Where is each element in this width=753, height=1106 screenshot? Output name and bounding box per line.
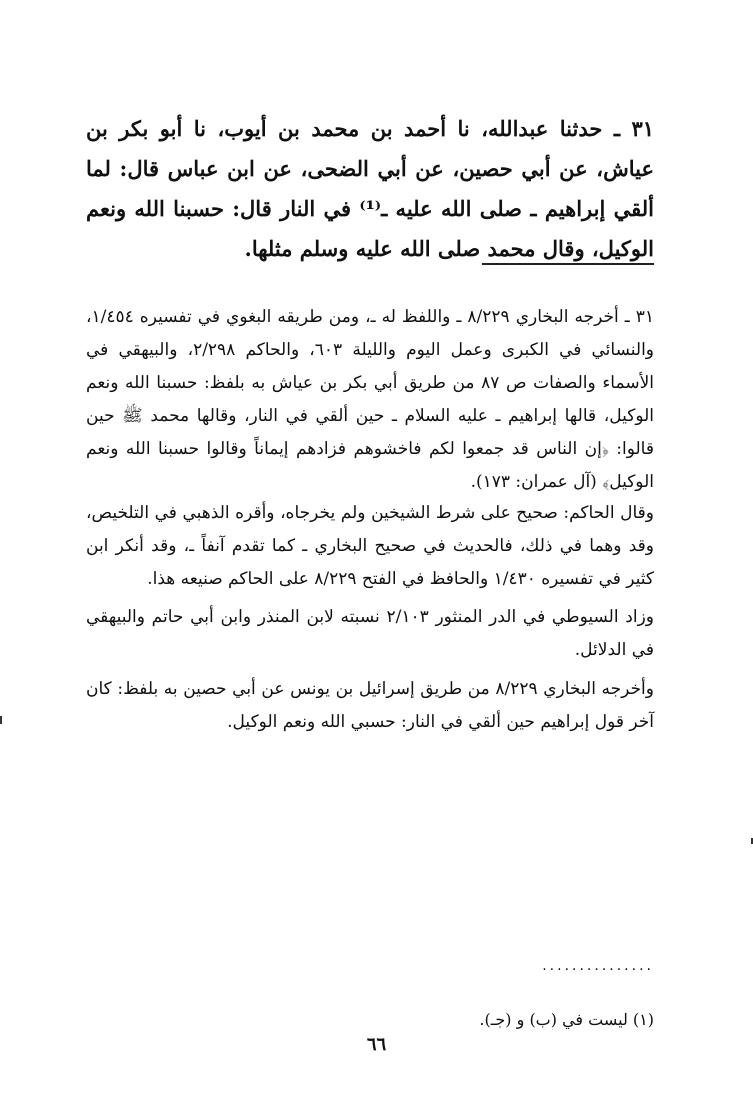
takhrij-paragraph: ٣١ ـ أخرجه البخاري ٨/٢٢٩ ـ واللفظ له ـ، ومن طريقه البغوي في تفسيره ١/٤٥٤، والنسائي في الكبرى وعمل اليوم والليلة ٦٠٣، والحاكم ٢/٢٩٨، والبيهقي في الأسماء والصفات ص ٨٧ من طريق أبي بكر بن عياش به بلفظ: حسبنا الله ونعم الوكيل، قالها إبراهيم ـ عليه السلام ـ حين ألقي في النار، وقالها محمد ﷺ حين قالوا: ﴿إن الناس قد جمعوا لكم فاخشوهم فزادهم إيماناً وقالوا حسبنا الله ونعم الوكيل﴾ (آل عمران: ١٧٣).	[86, 307, 654, 492]
page-number: ٦٦	[366, 1034, 387, 1055]
footnote-dotted-separator: ...............	[542, 958, 654, 974]
scan-edge-mark	[0, 716, 2, 724]
footnote-separator-line	[482, 263, 654, 265]
hadith-text: ٣١ ـ حدثنا عبدالله، نا أحمد بن محمد بن أيوب، نا أبو بكر بن عياش، عن أبي حصين، عن أبي الضحى، عن ابن عباس قال: لما ألقي إبراهيم ـ صلى الله عليه ـ⁽¹⁾ في النار قال: حسبنا الله ونعم الوكيل، وقال محمد صلى الله عليه وسلم مثلها.	[86, 116, 654, 261]
takhrij-paragraph: وأخرجه البخاري ٨/٢٢٩ من طريق إسرائيل بن يونس عن أبي حصين به بلفظ: كان آخر قول إبراهيم حين ألقي في النار: حسبي الله ونعم الوكيل.	[86, 679, 654, 732]
takhrij-paragraph: وزاد السيوطي في الدر المنثور ٢/١٠٣ نسبته لابن المنذر وابن أبي حاتم والبيهقي في الدلائل.	[86, 607, 654, 660]
takhrij-paragraph: وقال الحاكم: صحيح على شرط الشيخين ولم يخرجاه، وأقره الذهبي في التلخيص، وقد وهما في ذلك، فالحديث في صحيح البخاري ـ كما تقدم آنفاً ـ، وقد أنكر ابن كثير في تفسيره ١/٤٣٠ والحافظ في الفتح ٨/٢٢٩ على الحاكم صنيعه هذا.	[86, 503, 654, 589]
footnote-1: (١) ليست في (ب) و (جـ).	[479, 1010, 654, 1029]
